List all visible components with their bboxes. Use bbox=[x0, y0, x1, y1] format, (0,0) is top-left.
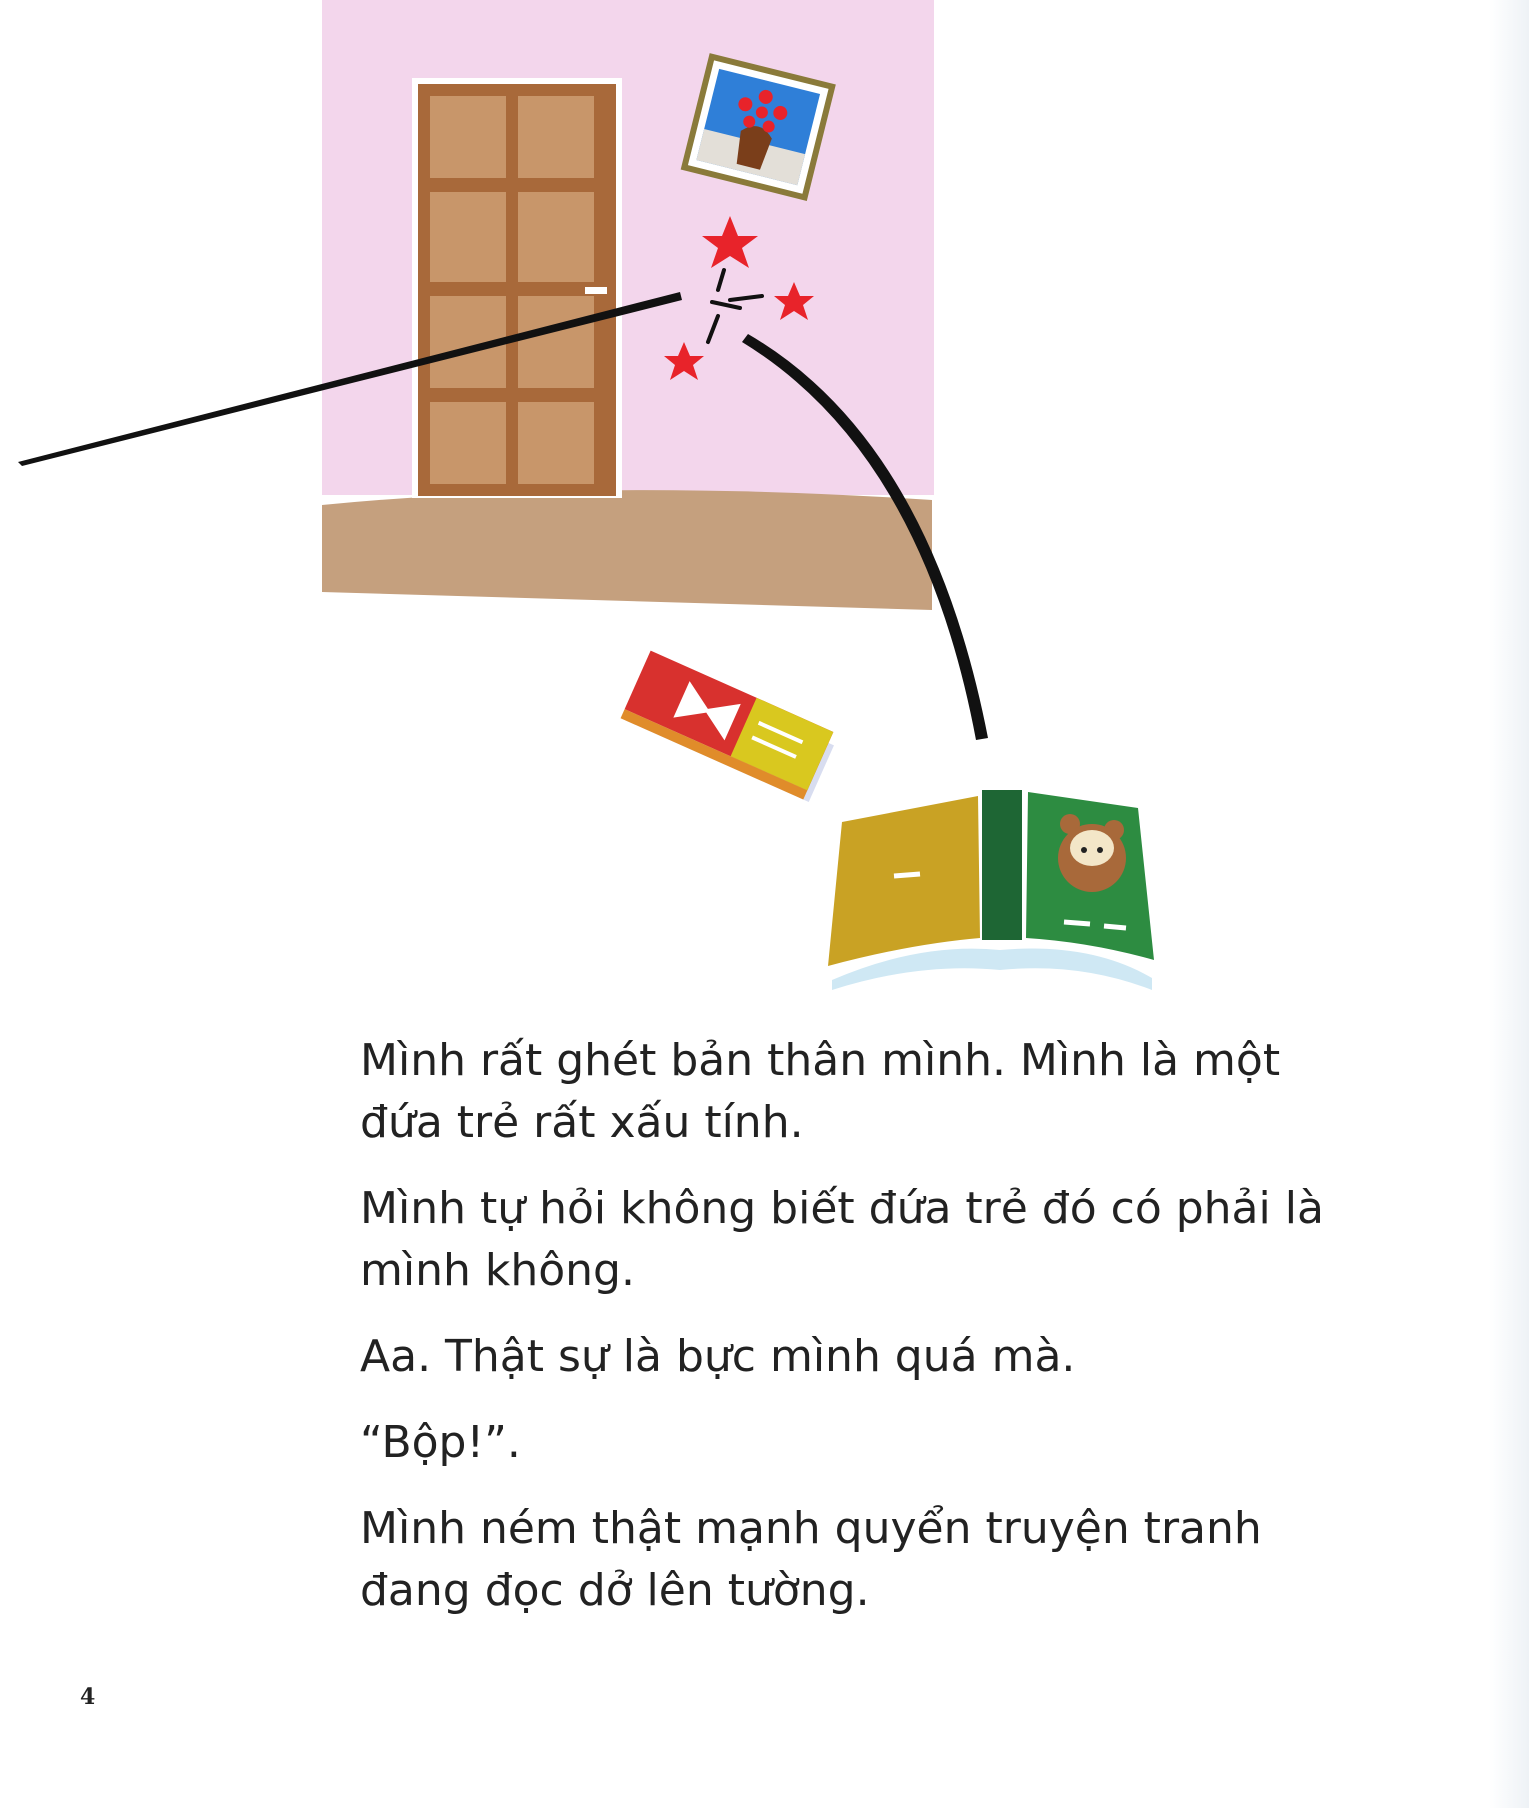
door-icon bbox=[412, 78, 622, 498]
story-paragraph: Mình rất ghét bản thân mình. Mình là một đứa trẻ rất xấu tính. bbox=[360, 1035, 1281, 1148]
story-paragraph: “Bộp!”. bbox=[360, 1417, 521, 1468]
story-text bbox=[360, 1030, 1360, 1646]
story-paragraph: Mình tự hỏi không biết đứa trẻ đó có phải là mình không. bbox=[360, 1183, 1324, 1296]
story-paragraph: Aa. Thật sự là bực mình quá mà. bbox=[360, 1331, 1076, 1382]
closed-book-icon bbox=[621, 651, 839, 802]
open-comic-book-icon bbox=[828, 790, 1154, 990]
story-paragraph: Mình ném thật mạnh quyển truyện tranh đang đọc dở lên tường. bbox=[360, 1503, 1262, 1616]
bear-face-icon bbox=[1058, 814, 1126, 892]
page-number: 4 bbox=[80, 1684, 96, 1710]
floor bbox=[322, 490, 932, 610]
